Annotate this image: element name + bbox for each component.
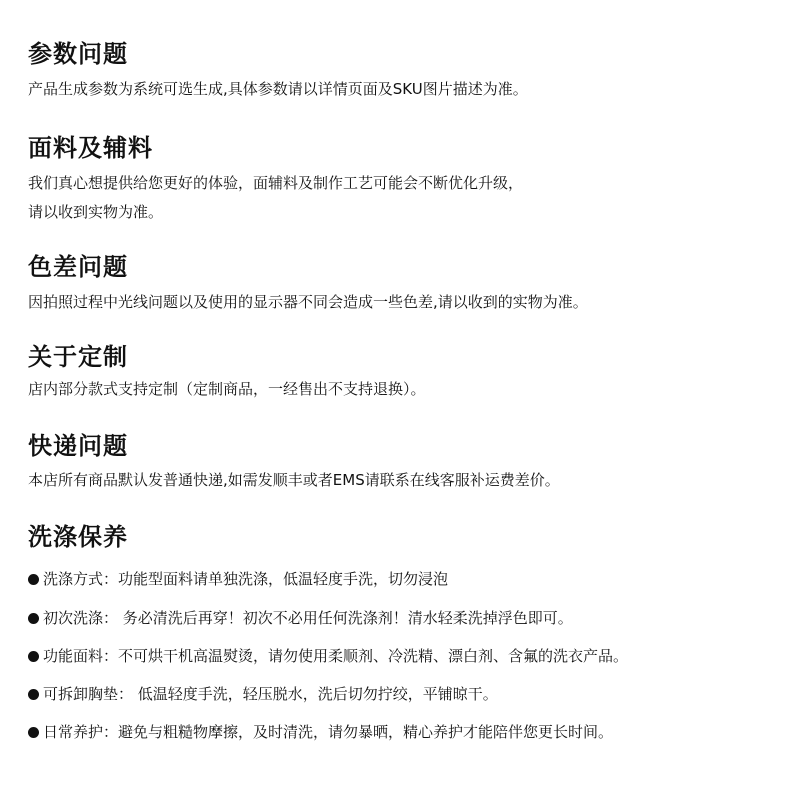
bullet-icon xyxy=(28,613,39,624)
customization-text: 店内部分款式支持定制（定制商品，一经售出不支持退换）。 xyxy=(28,380,426,398)
bullet-icon xyxy=(28,574,39,585)
care-item-text: 功能面料：不可烘干机高温熨烫，请勿使用柔顺剂、冷洗精、漂白剂、含氟的洗衣产品。 xyxy=(43,647,629,665)
care-item-daily-care xyxy=(28,722,613,742)
care-item-text: 洗涤方式：功能型面料请单独洗涤，低温轻度手洗，切勿浸泡 xyxy=(43,570,449,588)
bullet-icon xyxy=(28,651,39,662)
params-text: 产品生成参数为系统可选生成,具体参数请以详情页面及SKU图片描述为准。 xyxy=(28,80,528,98)
care-item-removable-pad xyxy=(28,684,498,704)
shipping-text: 本店所有商品默认发普通快递,如需发顺丰或者EMS请联系在线客服补运费差价。 xyxy=(28,471,560,489)
fabric-text-line-2: 请以收到实物为准。 xyxy=(28,203,164,221)
care-item-text: 日常养护：避免与粗糙物摩擦，及时清洗，请勿暴晒，精心养护才能陪伴您更长时间。 xyxy=(43,723,614,741)
care-item-text: 可拆卸胸垫： 低温轻度手洗，轻压脱水，洗后切勿拧绞，平铺晾干。 xyxy=(43,685,498,703)
color-difference-text: 因拍照过程中光线问题以及使用的显示器不同会造成一些色差,请以收到的实物为准。 xyxy=(28,293,588,311)
section-title-fabric: 面料及辅料 xyxy=(28,134,153,162)
care-item-functional-fabric xyxy=(28,646,628,666)
fabric-text-line-1: 我们真心想提供给您更好的体验，面辅料及制作工艺可能会不断优化升级， xyxy=(28,174,524,192)
bullet-icon xyxy=(28,689,39,700)
care-item-wash-method xyxy=(28,569,448,589)
section-title-color-difference: 色差问题 xyxy=(28,253,128,281)
section-title-params: 参数问题 xyxy=(28,40,128,68)
care-item-first-wash xyxy=(28,608,573,628)
section-title-washing-care: 洗涤保养 xyxy=(28,523,128,551)
section-title-customization: 关于定制 xyxy=(28,343,128,371)
care-item-text: 初次洗涤： 务必清洗后再穿！初次不必用任何洗涤剂！清水轻柔洗掉浮色即可。 xyxy=(43,609,573,627)
bullet-icon xyxy=(28,727,39,738)
section-title-shipping: 快递问题 xyxy=(28,432,128,460)
